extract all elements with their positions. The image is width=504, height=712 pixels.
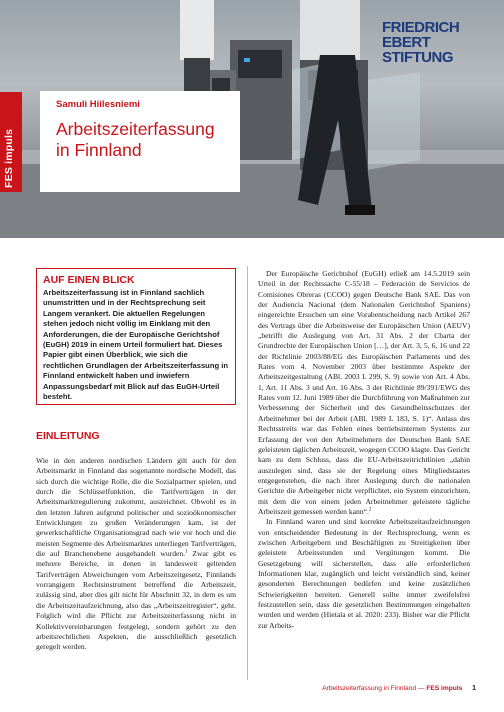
photo-bg-person — [180, 0, 214, 60]
summary-box — [36, 268, 236, 405]
footnote-ref-1[interactable]: 1 — [185, 549, 188, 555]
column-divider — [247, 266, 248, 680]
logo-line-1: FRIEDRICH — [382, 19, 460, 36]
intro-text-part-1: Wie in den anderen nordischen Ländern gilt auch für den Arbeitsmarkt in Finnland das sogenannte nordische Modell, das sich durch die wichtige Rolle, die die Sozialpartner spielen, und durch die Schlüsselfunktion, die Tarifverträgen in der Arbeitsmarktregulierung zukommt, auszeichnet. Obwohl es in den letzten Jahren aufgrund politischer und sozioökonomischer Entwicklungen zu großen Veränderungen kam, ist der gewerkschaftliche Organisationsgrad nach wie vor hoch und die meisten Segmente des Arbeitsmarktes unterliegen Tarifverträgen, die auf Branchenebene ausgehandelt wurden. — [36, 456, 236, 559]
side-tab — [0, 92, 22, 192]
title-box — [40, 91, 240, 192]
photo-gate-panel — [238, 50, 282, 78]
photo-glass-pane-2 — [368, 72, 420, 170]
page-footer — [316, 685, 476, 692]
cover-photo — [0, 0, 504, 238]
footnote-ref-2[interactable]: 2 — [368, 507, 372, 513]
footer-title: Arbeitszeiterfassung in Finnland — [322, 685, 417, 692]
left-column — [36, 268, 236, 653]
right-paragraph-2: In Finnland waren und sind korrekte Arbeitszeitaufzeichnungen von entscheidender Bedeutung in der Rechtsprechung, wenn es zwischen Arbeitgebern und Beschäftigten zu Streitigkeiten über geleistete Arbeitsstunden und Vergütungen kommt. Die Gesetzgebung will sicherstellen, dass alle erforderlichen Informationen klar, zugänglich und leicht verständlich sind, keiner gesonderten Berechnungen bedürfen und keine zusätzlichen Schwierigkeiten bereiten. Generell sollte immer zweifelsfrei festzustellen sein, dass die gesetzlichen Bestimmungen eingehalten wurden und werden (Hietala et al. 2020: 233). Bisher war die Pflicht zur Arbeits- — [258, 517, 470, 630]
intro-text-part-2: Zwar gibt es mehrere Bereiche, in denen in landesweit geltenden Tarifverträgen Abweichungen vom Arbeitszeitgesetz, Finnlands vorrangigem Rechtsinstrument betreffend die Arbeitszeit, zulässig sind, aber dies gilt nicht für Abschnitt 32, in dem es um die Arbeitszeitaufzeichnung, also das „Arbeitszeitregister“, geht. Folglich wird die Pflicht zur Arbeitszeiterfassung nicht in Kollektivvereinbarungen festgelegt, sondern gehört zu den arbeitsrechtlichen Aspekten, die ausschließlich gesetzlich geregelt werden. — [36, 549, 237, 652]
document-title — [56, 119, 240, 161]
photo-person-shoe — [345, 205, 375, 215]
right-text-part-1: Der Europäische Gerichtshof (EuGH) erließ am 14.5.2019 sein Urteil in der Rechtssache C-55/18 – Federación de Servicios de Comisiones Obreras (CCOO) gegen Deutsche Bank SAE. Das von der Audiencia Nacional (dem Nationalen Gerichtshof Spaniens) eingereichte Ersuchen um eine Vorabentscheidung nach Artikel 267 des Vertrags über die Arbeitsweise der Europäischen Union (AEUV) „betrifft die Auslegung von Art. 31 Abs. 2 der Charta der Grundrechte der Europäischen Union […], der Art. 3, 5, 6, 16 und 22 der Richtlinie 2003/88/EG des Europäischen Parlaments und des Rates vom 4. November 2003 über bestimmte Aspekte der Arbeitszeitgestaltung (ABl. 2003 L 299, S. 9) sowie von Art. 4 Abs. 1, Art. 11 Abs. 3 und Art. 16 Abs. 3 der Richtlinie 89/391/EWG des Rates vom 12. Juni 1989 über die Durchführung von Maßnahmen zur Verbesserung der Sicherheit und des Gesundheitsschutzes der Arbeitnehmer bei der Arbeit (ABl. 1989 L 183, S. 1)“. Anlass des Rechtsstreits war das Fehlen eines betriebsinternen Systems zur Erfassung der von den Arbeitnehmern der Deutschen Bank SAE geleisteten täglichen Arbeitszeit, wogegen CCOO klagte. Das Gericht kam zu dem Schluss, dass die EU-Arbeitszeitrichtlinien „dahin auszulegen sind, dass sie der Regelung eines Mitgliedstaates entgegenstehen, die nach ihrer Auslegung durch die nationalen Gerichte die Arbeitgeber nicht verpflichtet, ein System einzurichten, mit dem die von einem jeden Arbeitnehmer geleistete tägliche Arbeitszeit gemessen werden kann“. — [258, 269, 470, 516]
summary-text: Arbeitszeiterfassung ist in Finnland sachlich unumstritten und in der Rechtsprechung seit Langem verankert. Die aktuellen Regelungen stehen jedoch nicht völlig im Einklang mit den Anforderungen, die der Europäische Gerichtshof (EuGH) 2019 in einem Urteil formuliert hat. Dieses Papier gibt einen Überblick, wie sich die rechtlichen Grundlagen der Arbeitszeiterfassung in Finnland entwickelt haben und inwiefern Anpassungsbedarf mit Blick auf das EuGH-Urteil besteht. — [43, 288, 228, 402]
logo-line-3: STIFTUNG — [382, 49, 453, 66]
right-paragraph-1 — [258, 269, 470, 517]
right-column — [258, 269, 470, 631]
footer-series: FES impuls — [426, 685, 463, 692]
logo-line-2: EBERT — [382, 34, 431, 51]
photo-person-shirt — [300, 0, 360, 60]
footer-separator: — — [417, 685, 425, 692]
author-name: Samuli Hiilesniemi — [56, 99, 140, 110]
summary-heading: AUF EINEN BLICK — [43, 274, 135, 286]
fes-logo — [382, 20, 474, 65]
intro-heading: EINLEITUNG — [36, 430, 100, 442]
title-line-2: in Finnland — [56, 140, 142, 160]
side-tab-label: FES impuls — [3, 128, 15, 188]
page-number: 1 — [472, 685, 476, 692]
title-line-1: Arbeitszeiterfassung — [56, 119, 215, 139]
intro-paragraph — [36, 456, 236, 653]
photo-gate-light — [244, 58, 250, 62]
